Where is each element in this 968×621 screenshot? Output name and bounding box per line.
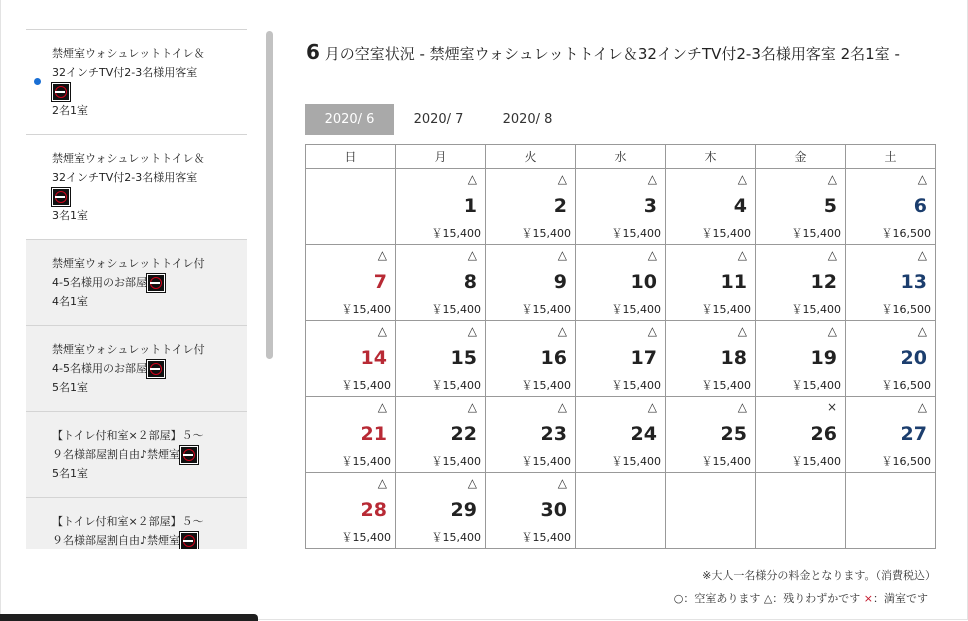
room-name-line2: ９名様部屋割自由♪禁煙室 [52, 448, 181, 461]
day-number: 23 [540, 423, 567, 445]
few-left-mark: △ [827, 324, 837, 338]
day-price: ￥15,400 [431, 455, 481, 468]
calendar-day-cell[interactable] [666, 321, 756, 397]
few-left-mark: △ [737, 248, 747, 262]
day-price: ￥15,400 [701, 379, 751, 392]
calendar-day-cell[interactable] [396, 473, 486, 549]
day-number: 16 [540, 347, 567, 369]
room-capacity: 5名1室 [52, 467, 88, 480]
calendar-day-cell[interactable] [846, 245, 936, 321]
day-price: ￥15,400 [341, 531, 391, 544]
weekday-header: 火 [486, 145, 576, 169]
room-name-line1: 禁煙室ウォシュレットトイレ付 [52, 343, 205, 356]
day-price: ￥15,400 [701, 455, 751, 468]
few-left-mark: △ [647, 248, 657, 262]
day-number: 15 [450, 347, 477, 369]
day-number: 5 [823, 195, 837, 217]
day-price: ￥15,400 [611, 379, 661, 392]
calendar-day-cell[interactable] [486, 169, 576, 245]
calendar-day-cell[interactable] [306, 473, 396, 549]
day-price: ￥15,400 [341, 303, 391, 316]
room-item-3[interactable] [26, 240, 247, 326]
tab-2020-07[interactable]: 2020/ 7 [413, 112, 464, 127]
day-price: ￥15,400 [431, 379, 481, 392]
few-left-mark: △ [377, 476, 387, 490]
calendar-day-cell[interactable] [576, 245, 666, 321]
weekday-header: 月 [396, 145, 486, 169]
few-left-mark: △ [557, 324, 567, 338]
no-smoking-icon [180, 446, 198, 464]
room-capacity: 2名1室 [52, 104, 88, 117]
day-number: 18 [720, 347, 747, 369]
room-name-line2: 4-5名様用のお部屋 [52, 276, 147, 289]
few-left-mark: △ [737, 400, 747, 414]
room-item-6[interactable] [26, 498, 247, 549]
day-number: 26 [810, 423, 837, 445]
day-number: 3 [643, 195, 657, 217]
day-number: 14 [360, 347, 387, 369]
tab-2020-06[interactable]: 2020/ 6 [305, 104, 394, 135]
page-title [306, 38, 936, 68]
day-number: 20 [900, 347, 927, 369]
weekday-header: 木 [666, 145, 756, 169]
day-price: ￥15,400 [791, 227, 841, 240]
weekday-header: 金 [756, 145, 846, 169]
calendar-day-cell[interactable] [666, 245, 756, 321]
room-capacity: 5名1室 [52, 381, 88, 394]
few-left-mark: △ [557, 172, 567, 186]
day-price: ￥15,400 [701, 227, 751, 240]
legend-available: ○：空室あります △：残りわずかです [673, 592, 861, 605]
few-left-mark: △ [827, 248, 837, 262]
room-name-line2: 32インチTV付2-3名様用客室 [52, 66, 198, 79]
calendar-day-cell[interactable] [306, 397, 396, 473]
day-number: 6 [913, 195, 927, 217]
room-item-4[interactable] [26, 326, 247, 412]
day-price: ￥15,400 [791, 379, 841, 392]
few-left-mark: △ [917, 400, 927, 414]
few-left-mark: △ [557, 248, 567, 262]
no-smoking-icon [180, 532, 198, 549]
few-left-mark: △ [467, 476, 477, 490]
calendar-day-cell[interactable] [756, 321, 846, 397]
calendar-day-cell[interactable] [756, 169, 846, 245]
day-number: 30 [540, 499, 567, 521]
day-price: ￥15,400 [431, 303, 481, 316]
few-left-mark: △ [557, 476, 567, 490]
tab-2020-08[interactable]: 2020/ 8 [502, 112, 553, 127]
day-number: 21 [360, 423, 387, 445]
day-number: 19 [810, 347, 837, 369]
day-price: ￥15,400 [611, 455, 661, 468]
weekday-header: 水 [576, 145, 666, 169]
day-number: 17 [630, 347, 657, 369]
day-number: 29 [450, 499, 477, 521]
calendar-day-cell[interactable] [576, 169, 666, 245]
day-number: 7 [373, 271, 387, 293]
calendar-day-cell[interactable] [846, 397, 936, 473]
few-left-mark: △ [737, 172, 747, 186]
weekday-header: 日 [306, 145, 396, 169]
day-price: ￥15,400 [521, 455, 571, 468]
day-price: ￥15,400 [791, 455, 841, 468]
day-price: ￥16,500 [881, 455, 931, 468]
room-name-line1: 禁煙室ウォシュレットトイレ＆ [52, 152, 205, 165]
day-price: ￥16,500 [881, 379, 931, 392]
no-smoking-icon [147, 360, 165, 378]
calendar-week-row [306, 245, 936, 321]
calendar-day-cell[interactable] [486, 397, 576, 473]
calendar-empty-cell [846, 473, 936, 549]
few-left-mark: △ [647, 324, 657, 338]
day-price: ￥15,400 [521, 379, 571, 392]
legend-full-mark: × [863, 592, 873, 605]
room-name-line1: 禁煙室ウォシュレットトイレ＆ [52, 47, 205, 60]
room-capacity: 3名1室 [52, 209, 88, 222]
day-number: 27 [900, 423, 927, 445]
room-name-line2: 4-5名様用のお部屋 [52, 362, 147, 375]
month-number: 6 [306, 40, 320, 64]
day-price: ￥15,400 [521, 227, 571, 240]
day-price: ￥15,400 [431, 531, 481, 544]
few-left-mark: △ [827, 172, 837, 186]
day-price: ￥16,500 [881, 227, 931, 240]
calendar-day-cell[interactable] [486, 473, 576, 549]
day-number: 28 [360, 499, 387, 521]
room-name-line1: 【トイレ付和室×２部屋】５～ [52, 515, 204, 528]
no-smoking-icon [52, 83, 70, 101]
day-price: ￥15,400 [791, 303, 841, 316]
calendar-week-row [306, 321, 936, 397]
calendar-day-cell[interactable] [846, 169, 936, 245]
few-left-mark: △ [917, 172, 927, 186]
day-number: 25 [720, 423, 747, 445]
few-left-mark: △ [737, 324, 747, 338]
day-price: ￥15,400 [611, 303, 661, 316]
few-left-mark: △ [917, 324, 927, 338]
few-left-mark: △ [557, 400, 567, 414]
weekday-header: 土 [846, 145, 936, 169]
tax-note: ※大人一名様分の料金となります。（消費税込） [702, 569, 936, 582]
day-price: ￥15,400 [431, 227, 481, 240]
room-capacity: 4名1室 [52, 295, 88, 308]
room-name-line1: 禁煙室ウォシュレットトイレ付 [52, 257, 205, 270]
calendar-day-cell[interactable] [576, 397, 666, 473]
day-number: 8 [463, 271, 477, 293]
day-number: 24 [630, 423, 657, 445]
calendar-day-cell[interactable] [666, 397, 756, 473]
few-left-mark: △ [377, 400, 387, 414]
selected-indicator-icon [34, 78, 41, 85]
calendar-day-cell[interactable] [756, 397, 846, 473]
title-text: 月の空室状況 - 禁煙室ウォシュレットトイレ＆32インチTV付2-3名様用客室 2名1室 - [324, 45, 900, 63]
calendar-empty-cell [306, 169, 396, 245]
full-mark: × [826, 400, 837, 414]
month-tabs [305, 104, 572, 135]
calendar-empty-cell [756, 473, 846, 549]
availability-calendar [305, 144, 936, 549]
room-name-line1: 【トイレ付和室×２部屋】５～ [52, 429, 204, 442]
few-left-mark: △ [467, 324, 477, 338]
calendar-day-cell[interactable] [306, 245, 396, 321]
few-left-mark: △ [647, 400, 657, 414]
no-smoking-icon [147, 274, 165, 292]
day-number: 2 [553, 195, 567, 217]
sidebar-scrollbar-thumb[interactable] [266, 31, 273, 359]
calendar-day-cell[interactable] [396, 245, 486, 321]
few-left-mark: △ [377, 248, 387, 262]
calendar-empty-cell [666, 473, 756, 549]
few-left-mark: △ [467, 172, 477, 186]
day-number: 4 [733, 195, 747, 217]
day-number: 12 [810, 271, 837, 293]
few-left-mark: △ [467, 248, 477, 262]
calendar-day-cell[interactable] [486, 245, 576, 321]
few-left-mark: △ [647, 172, 657, 186]
room-item-1[interactable] [26, 29, 247, 135]
calendar-week-row [306, 473, 936, 549]
bottom-bar [0, 614, 258, 621]
day-price: ￥15,400 [521, 303, 571, 316]
day-price: ￥15,400 [341, 455, 391, 468]
day-number: 13 [900, 271, 927, 293]
legend-full-text: ：満室です [873, 592, 928, 605]
calendar-empty-cell [576, 473, 666, 549]
calendar-day-cell[interactable] [666, 169, 756, 245]
room-name-line2: 32インチTV付2-3名様用客室 [52, 171, 198, 184]
weekday-header-row [306, 145, 936, 169]
no-smoking-icon [52, 188, 70, 206]
day-price: ￥15,400 [521, 531, 571, 544]
few-left-mark: △ [917, 248, 927, 262]
few-left-mark: △ [467, 400, 477, 414]
room-item-5[interactable] [26, 412, 247, 498]
calendar-day-cell[interactable] [396, 397, 486, 473]
calendar-day-cell[interactable] [486, 321, 576, 397]
calendar-day-cell[interactable] [846, 321, 936, 397]
few-left-mark: △ [377, 324, 387, 338]
calendar-day-cell[interactable] [756, 245, 846, 321]
legend-note [674, 590, 928, 606]
calendar-day-cell[interactable] [306, 321, 396, 397]
room-list[interactable] [26, 29, 247, 549]
calendar-day-cell[interactable] [576, 321, 666, 397]
day-price: ￥16,500 [881, 303, 931, 316]
calendar-week-row [306, 169, 936, 245]
day-number: 22 [450, 423, 477, 445]
day-price: ￥15,400 [611, 227, 661, 240]
room-item-2[interactable] [26, 135, 247, 240]
calendar-week-row [306, 397, 936, 473]
day-number: 10 [630, 271, 657, 293]
day-number: 9 [553, 271, 567, 293]
day-price: ￥15,400 [701, 303, 751, 316]
calendar-day-cell[interactable] [396, 321, 486, 397]
day-price: ￥15,400 [341, 379, 391, 392]
day-number: 1 [463, 195, 477, 217]
day-number: 11 [720, 271, 747, 293]
calendar-day-cell[interactable] [396, 169, 486, 245]
room-name-line2: ９名様部屋割自由♪禁煙室 [52, 534, 181, 547]
